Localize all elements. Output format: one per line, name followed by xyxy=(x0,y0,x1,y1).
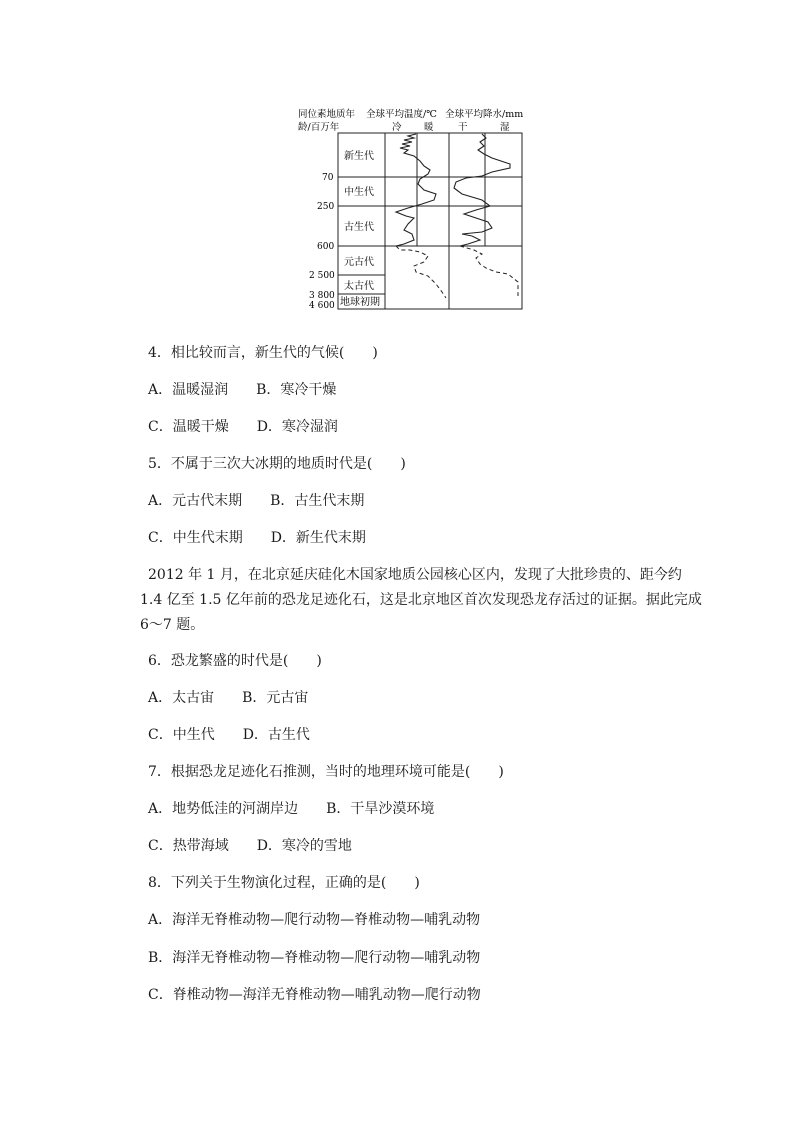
question-4-options-row1 xyxy=(148,380,336,400)
era-archean: 太古代 xyxy=(344,281,374,292)
passage xyxy=(140,563,702,638)
question-6-stem xyxy=(148,651,322,671)
geologic-climate-figure xyxy=(296,106,528,312)
question-7-stem xyxy=(148,762,504,782)
header-wet: 湿 xyxy=(500,122,510,133)
question-4-options-cd: C．温暖干燥 D．寒冷湿润 xyxy=(148,419,338,435)
era-cenozoic: 新生代 xyxy=(344,151,374,162)
question-6-options-ab: A．太古宙 B．元古宙 xyxy=(148,690,309,706)
question-7-options-row1 xyxy=(148,799,434,819)
question-8-option-c-text: C．脊椎动物—海洋无脊椎动物—哺乳动物—爬行动物 xyxy=(148,987,481,1003)
question-4-options-row2 xyxy=(148,417,338,437)
question-7-options-ab: A．地势低洼的河湖岸边 B．干旱沙漠环境 xyxy=(148,801,435,817)
question-5-options-row1 xyxy=(148,491,364,511)
question-8-option-c xyxy=(148,985,481,1005)
header-age2: 龄/百万年 xyxy=(298,122,340,133)
question-4-text: 4．相比较而言，新生代的气候( ) xyxy=(148,345,378,361)
temperature-curve-dashed xyxy=(396,246,446,298)
question-8-option-a-text: A．海洋无脊椎动物—爬行动物—脊椎动物—哺乳动物 xyxy=(148,912,481,928)
question-8-option-b-text: B．海洋无脊椎动物—脊椎动物—爬行动物—哺乳动物 xyxy=(148,950,481,966)
header-precip: 全球平均降水/mm xyxy=(445,109,524,120)
question-8-option-a xyxy=(148,910,480,930)
question-6-options-cd: C．中生代 D．古生代 xyxy=(148,727,310,743)
passage-line-3: 6～7 题。 xyxy=(140,617,205,633)
question-4-options-ab: A．温暖湿润 B．寒冷干燥 xyxy=(148,382,337,398)
question-5-options-row2 xyxy=(148,528,366,548)
question-5-options-ab: A．元古代末期 B．古生代末期 xyxy=(148,493,365,509)
question-7-options-cd: C．热带海域 D．寒冷的雪地 xyxy=(148,838,352,854)
era-mesozoic: 中生代 xyxy=(344,187,374,198)
header-dry: 干 xyxy=(458,122,468,133)
precipitation-curve xyxy=(454,134,510,246)
era-earliest: 地球初期 xyxy=(340,297,380,308)
question-8-option-b xyxy=(148,948,480,968)
header-warm: 暖 xyxy=(424,122,434,133)
question-8-text: 8．下列关于生物演化过程，正确的是( ) xyxy=(148,875,420,891)
age-4600: 4 600 xyxy=(309,301,335,311)
question-6-text: 6．恐龙繁盛的时代是( ) xyxy=(148,653,322,669)
header-cold: 冷 xyxy=(392,122,402,133)
precipitation-curve-dashed xyxy=(460,246,518,296)
temperature-curve xyxy=(396,134,436,246)
age-250: 250 xyxy=(317,202,335,212)
age-3800: 3 800 xyxy=(309,291,335,301)
passage-line-2: 1.4 亿至 1.5 亿年前的恐龙足迹化石，这是北京地区首次发现恐龙存活过的证据。据此完成 xyxy=(140,592,702,608)
climate-chart-svg xyxy=(296,106,528,312)
question-5-text: 5．不属于三次大冰期的地质时代是( ) xyxy=(148,456,406,472)
question-4-stem xyxy=(148,343,378,363)
era-paleozoic: 古生代 xyxy=(344,222,374,233)
question-6-options-row2 xyxy=(148,725,310,745)
question-5-stem xyxy=(148,454,406,474)
era-proterozoic: 元古代 xyxy=(344,257,374,268)
question-7-text: 7．根据恐龙足迹化石推测，当时的地理环境可能是( ) xyxy=(148,764,504,780)
passage-line-1: 2012 年 1 月，在北京延庆硅化木国家地质公园核心区内，发现了大批珍贵的、距今约 xyxy=(148,567,682,583)
age-600: 600 xyxy=(317,242,335,252)
age-70: 70 xyxy=(322,173,334,183)
question-7-options-row2 xyxy=(148,836,352,856)
question-5-options-cd: C．中生代末期 D．新生代末期 xyxy=(148,530,366,546)
question-6-options-row1 xyxy=(148,688,308,708)
header-temp: 全球平均温度/℃ xyxy=(366,109,437,120)
question-8-stem xyxy=(148,873,420,893)
age-2500: 2 500 xyxy=(309,271,335,281)
header-age: 同位素地质年 xyxy=(298,109,356,120)
